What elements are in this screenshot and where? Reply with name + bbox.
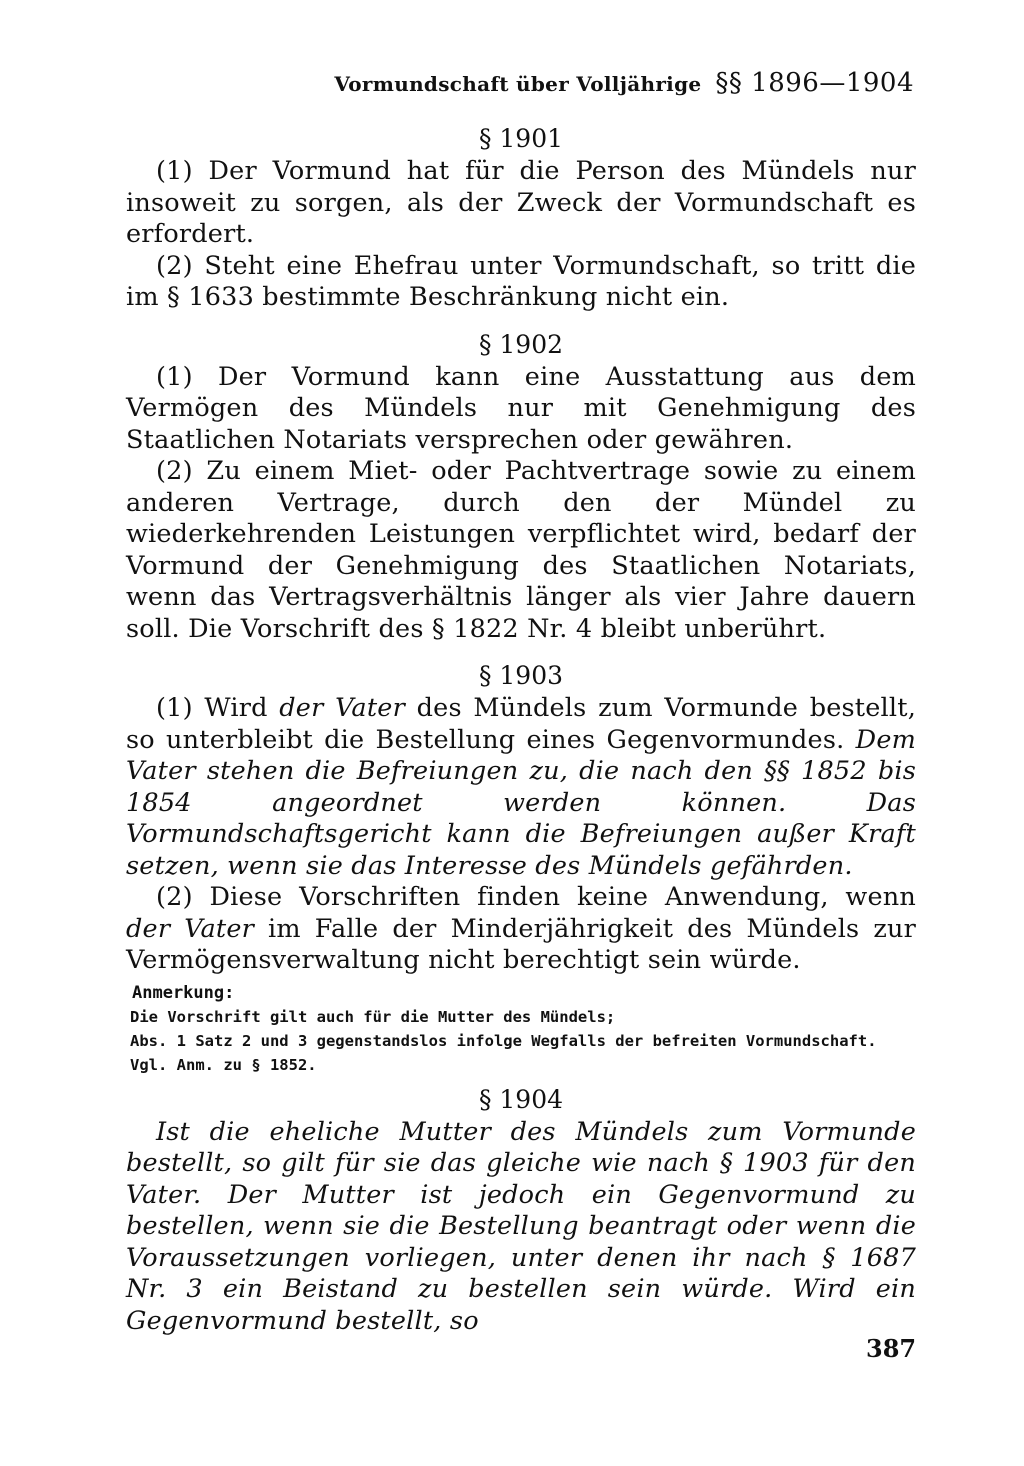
annotation-line-2: Abs. 1 Satz 2 und 3 gegenstandslos infolge Wegfalls der befreiten Vormundschaft. Vgl. Anm. zu § 1852. <box>130 1031 877 1074</box>
page-body <box>126 122 916 1337</box>
section-heading-1902: § 1902 <box>478 329 564 359</box>
section-heading-1904: § 1904 <box>478 1084 564 1114</box>
paragraph-1901-1: (1) Der Vormund hat für die Person des Mündels nur insoweit zu sorgen, als der Zweck der Vormundschaft es erfordert. <box>126 156 916 249</box>
running-header <box>334 68 914 98</box>
section-heading-1903: § 1903 <box>478 661 564 690</box>
page-number: 387 <box>866 1334 917 1363</box>
paragraph-1902-1: (1) Der Vormund kann eine Ausstattung aus dem Vermögen des Mündels nur mit Genehmigung des Staatlichen Notariats versprechen oder gewähren. <box>126 361 916 455</box>
paragraph-1903-2: (2) Diese Vorschriften finden keine Anwendung, wenn der Vater im Falle der Minderjährigkeit des Mündels zur Vermögensverwaltung nicht berechtigt sein würde. <box>126 882 916 975</box>
annotation-heading: Anmerkung: <box>132 982 235 1003</box>
paragraph-1903-1: (1) Wird der Vater des Mündels zum Vormunde bestellt, so unterbleibt die Bestellung eines Gegenvormundes. Dem Vater stehen die Befreiungen zu, die nach den §§ 1852 bis 1854 angeordnet werden können. Das Vormundschaftsgericht kann die Befreiungen außer Kraft setzen, wenn sie das Interesse des Mündels gefährden. <box>126 693 916 881</box>
paragraph-1904: Ist die eheliche Mutter des Mündels zum Vormunde bestellt, so gilt für sie das gleiche wie nach § 1903 für den Vater. Der Mutter ist jedoch ein Gegenvormund zu bestellen, wenn sie die Bestellung beantragt oder wenn die Voraussetzungen vorliegen, unter denen ihr nach § 1687 Nr. 3 ein Beistand zu bestellen sein würde. Wird ein Gegenvormund bestellt, so <box>126 1116 916 1336</box>
paragraph-1902-2: (2) Zu einem Miet- oder Pachtvertrage sowie zu einem anderen Vertrage, durch den der Mündel zu wiederkehrenden Leistungen verpflichtet wird, bedarf der Vormund der Genehmigung des Staatlichen Notariats, wenn das Vertragsverhältnis länger als vier Jahre dauern soll. Die Vorschrift des § 1822 Nr. 4 bleibt unberührt. <box>126 456 916 644</box>
header-title: Vormundschaft über Volljährige <box>334 72 702 96</box>
annotation-line-1: Die Vorschrift gilt auch für die Mutter des Mündels; <box>130 1007 616 1026</box>
section-heading-1901: § 1901 <box>478 124 564 153</box>
paragraph-1901-2: (2) Steht eine Ehefrau unter Vormundschaft, so tritt die im § 1633 bestimmte Beschränkung nicht ein. <box>126 250 916 312</box>
header-section-range: §§ 1896—1904 <box>715 68 914 98</box>
